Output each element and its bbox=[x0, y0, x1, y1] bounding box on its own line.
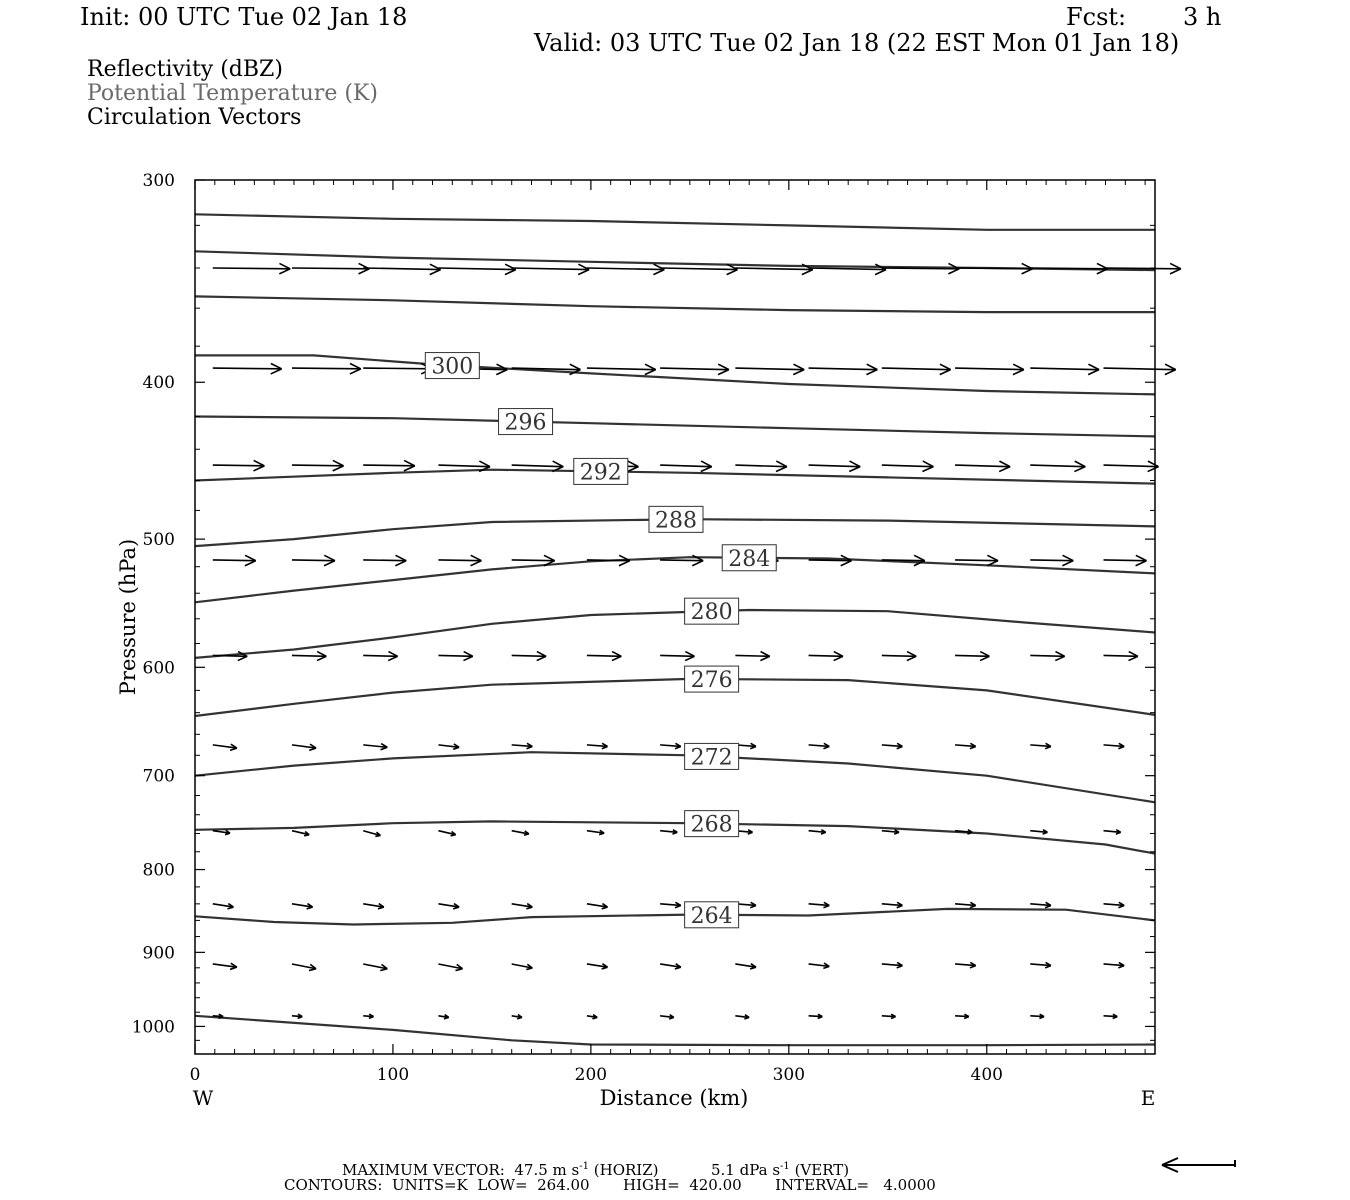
field-reflectivity: Reflectivity (dBZ) bbox=[87, 57, 283, 82]
vector-arrow bbox=[955, 902, 976, 907]
y-tick-label: 500 bbox=[142, 530, 175, 551]
vector-arrow bbox=[363, 264, 440, 274]
vector-arrow bbox=[735, 1015, 749, 1019]
contours-high-value: 420.00 bbox=[689, 1176, 742, 1194]
vector-arrow bbox=[955, 461, 1010, 471]
vector-arrow bbox=[1104, 364, 1176, 374]
vector-arrow bbox=[1104, 263, 1181, 273]
reference-vector-arrow bbox=[1162, 1158, 1235, 1172]
y-tick-label: 300 bbox=[142, 171, 175, 191]
vector-arrow bbox=[882, 364, 951, 374]
vector-arrow bbox=[512, 264, 589, 274]
vector-arrow bbox=[213, 263, 290, 273]
vector-arrow bbox=[1030, 830, 1047, 834]
vector-arrow bbox=[882, 743, 903, 748]
init-time: Init: 00 UTC Tue 02 Jan 18 bbox=[80, 3, 408, 31]
vector-arrow bbox=[660, 830, 677, 834]
vector-arrow bbox=[660, 902, 681, 907]
contour-line-10 bbox=[195, 752, 1155, 802]
vector-arrow bbox=[213, 904, 234, 909]
contour-line-11 bbox=[195, 821, 1155, 853]
max-vector-vert-suffix: (VERT) bbox=[794, 1161, 850, 1179]
vector-arrow bbox=[955, 364, 1024, 374]
vector-arrow bbox=[882, 902, 903, 907]
x-tick-label: 300 bbox=[772, 1065, 806, 1085]
vector-arrow bbox=[587, 652, 621, 661]
vector-arrow bbox=[438, 555, 481, 565]
contour-label-268 bbox=[685, 811, 739, 838]
vector-arrow bbox=[292, 364, 361, 374]
vector-arrow bbox=[292, 744, 316, 750]
vector-arrow bbox=[438, 652, 472, 661]
vector-arrow bbox=[363, 652, 397, 661]
contours-high: HIGH= bbox=[623, 1176, 680, 1194]
vector-arrow bbox=[1030, 263, 1107, 273]
contour-label-text: 300 bbox=[431, 354, 474, 380]
vector-arrow bbox=[660, 652, 694, 661]
vector-arrow bbox=[587, 830, 604, 834]
contour-label-292 bbox=[574, 458, 628, 485]
contour-label-text: 292 bbox=[579, 460, 622, 486]
x-axis-label: Distance (km) bbox=[599, 1086, 749, 1110]
valid-time: Valid: 03 UTC Tue 02 Jan 18 (22 EST Mon 01 Jan 18) bbox=[534, 29, 1180, 57]
x-tick-label: 0 bbox=[189, 1065, 201, 1085]
x-end-label-west: W bbox=[192, 1086, 214, 1110]
vector-arrow bbox=[660, 1015, 674, 1019]
vector-arrow bbox=[363, 1014, 373, 1018]
vector-arrow bbox=[213, 963, 237, 969]
vector-arrow bbox=[955, 743, 976, 748]
vector-arrow bbox=[587, 555, 630, 565]
vector-arrow bbox=[882, 555, 925, 565]
vector-arrow bbox=[213, 460, 265, 470]
fcst-value: 3 h bbox=[1183, 3, 1222, 31]
contour-line-13 bbox=[195, 1016, 1155, 1045]
vector-arrow bbox=[363, 460, 415, 470]
contours-units: UNITS=K bbox=[392, 1176, 468, 1194]
contour-label-text: 276 bbox=[690, 668, 733, 694]
contour-line-1 bbox=[195, 251, 1155, 270]
vector-arrow bbox=[1030, 743, 1051, 748]
vector-arrow bbox=[1104, 743, 1125, 748]
vector-arrow bbox=[587, 904, 608, 909]
x-tick-label: 200 bbox=[574, 1065, 608, 1085]
vector-arrow bbox=[587, 1015, 597, 1019]
y-axis-label: Pressure (hPa) bbox=[116, 538, 140, 696]
field-circulation-vectors: Circulation Vectors bbox=[87, 105, 302, 130]
y-tick-label: 400 bbox=[142, 373, 175, 394]
vector-arrow bbox=[213, 555, 256, 565]
vector-arrow bbox=[213, 744, 237, 750]
max-vector-horiz: 47.5 m s bbox=[514, 1161, 580, 1179]
vector-arrow bbox=[660, 364, 729, 374]
vector-arrow bbox=[882, 461, 934, 471]
x-end-label-east: E bbox=[1140, 1086, 1156, 1110]
contour-line-3 bbox=[195, 355, 1155, 394]
vector-arrow bbox=[438, 744, 459, 749]
vector-arrow bbox=[955, 263, 1032, 273]
contour-label-text: 264 bbox=[690, 903, 733, 929]
vector-arrow bbox=[292, 263, 369, 273]
contour-labels bbox=[425, 353, 776, 929]
vector-arrow bbox=[809, 364, 878, 374]
max-vector-horiz-suffix: (HORIZ) bbox=[593, 1161, 659, 1179]
contour-label-text: 284 bbox=[728, 546, 771, 572]
vector-arrow bbox=[955, 962, 976, 967]
vector-arrow bbox=[512, 743, 533, 748]
vector-arrow bbox=[1030, 461, 1085, 471]
vector-arrow bbox=[438, 1015, 448, 1019]
vector-arrow bbox=[213, 830, 230, 834]
contour-label-280 bbox=[685, 598, 739, 625]
vector-arrow bbox=[438, 904, 459, 909]
vector-arrow bbox=[735, 964, 756, 969]
contour-line-5 bbox=[195, 470, 1155, 484]
vector-arrow bbox=[363, 831, 380, 837]
vector-arrow bbox=[1104, 555, 1147, 565]
vector-arrow bbox=[1104, 962, 1125, 967]
contour-line-4 bbox=[195, 417, 1155, 437]
vector-arrow bbox=[292, 904, 313, 909]
y-tick-label: 900 bbox=[142, 943, 175, 964]
vector-arrow bbox=[1030, 652, 1064, 661]
x-tick-label: 100 bbox=[376, 1065, 410, 1085]
field-potential-temperature: Potential Temperature (K) bbox=[87, 81, 378, 106]
vector-arrow bbox=[438, 964, 462, 971]
vector-arrow bbox=[587, 743, 608, 748]
contour-label-272 bbox=[685, 743, 739, 770]
max-vector-vert: 5.1 dPa s bbox=[710, 1161, 781, 1179]
contours-interval-value: 4.0000 bbox=[883, 1176, 936, 1194]
vector-arrow bbox=[1030, 1014, 1044, 1018]
vector-arrow bbox=[438, 831, 455, 836]
fcst-label: Fcst: bbox=[1066, 3, 1127, 31]
contour-line-8 bbox=[195, 610, 1155, 658]
vector-arrow bbox=[587, 964, 608, 969]
vector-arrow bbox=[660, 264, 737, 274]
vector-arrow bbox=[809, 461, 861, 471]
contour-label-288 bbox=[649, 506, 703, 533]
vector-arrow bbox=[1104, 1014, 1118, 1018]
vector-arrow bbox=[882, 1014, 896, 1018]
vector-arrow bbox=[809, 555, 852, 565]
vector-arrow bbox=[660, 743, 681, 748]
vector-arrow bbox=[512, 555, 555, 565]
vector-arrow bbox=[512, 652, 546, 661]
vector-arrow bbox=[809, 902, 830, 907]
vector-arrow bbox=[292, 831, 309, 836]
contours-interval: INTERVAL= bbox=[775, 1176, 870, 1194]
vector-arrow bbox=[292, 460, 344, 470]
vector-arrow bbox=[363, 964, 387, 971]
vector-arrow bbox=[292, 964, 316, 971]
vector-arrow bbox=[882, 830, 899, 834]
vector-arrow bbox=[660, 461, 712, 471]
vector-arrow bbox=[512, 964, 533, 970]
vector-arrow bbox=[809, 963, 830, 968]
vector-arrow bbox=[735, 364, 804, 374]
contour-label-text: 272 bbox=[690, 745, 733, 771]
vector-arrow bbox=[292, 555, 335, 565]
y-tick-label: 800 bbox=[142, 860, 175, 881]
vector-arrow bbox=[1104, 461, 1159, 471]
vector-arrow bbox=[882, 263, 959, 273]
contour-label-text: 280 bbox=[690, 600, 733, 626]
vector-arrow bbox=[955, 1014, 969, 1018]
vector-arrow bbox=[363, 904, 384, 909]
vector-arrow bbox=[512, 831, 529, 836]
vector-arrow bbox=[660, 964, 681, 969]
vector-arrow bbox=[1104, 902, 1125, 907]
contour-lines bbox=[195, 214, 1155, 1045]
contours-low: LOW= bbox=[477, 1176, 528, 1194]
vector-arrow bbox=[1104, 652, 1138, 661]
vector-arrow bbox=[363, 555, 406, 565]
contour-line-0 bbox=[195, 214, 1155, 230]
y-tick-label: 1000 bbox=[131, 1017, 175, 1038]
contour-line-12 bbox=[195, 909, 1155, 925]
contour-label-264 bbox=[685, 902, 739, 929]
vector-arrow bbox=[512, 904, 533, 909]
vector-arrow bbox=[882, 962, 903, 967]
contour-line-7 bbox=[195, 557, 1155, 602]
x-tick-label: 400 bbox=[970, 1065, 1003, 1085]
y-tick-label: 700 bbox=[142, 766, 175, 787]
y-tick-label: 600 bbox=[142, 658, 175, 679]
vector-arrow bbox=[1030, 962, 1051, 967]
vector-arrow bbox=[1030, 902, 1051, 907]
contours-label: CONTOURS: bbox=[284, 1176, 383, 1194]
vector-arrow bbox=[213, 652, 247, 661]
max-vector-vert-exponent: -1 bbox=[780, 1161, 790, 1172]
vector-arrow bbox=[363, 364, 432, 374]
contour-label-284 bbox=[722, 545, 776, 572]
contour-label-text: 268 bbox=[690, 812, 733, 838]
vector-arrow bbox=[809, 652, 843, 661]
vector-arrow bbox=[1104, 830, 1121, 834]
vector-arrow bbox=[1030, 364, 1099, 374]
vector-arrow bbox=[363, 744, 387, 750]
vector-arrow bbox=[955, 652, 989, 661]
contour-label-300 bbox=[425, 353, 479, 380]
contour-line-9 bbox=[195, 679, 1155, 716]
vector-arrow bbox=[292, 652, 326, 661]
vector-arrow bbox=[809, 1014, 823, 1018]
contours-line bbox=[284, 1177, 936, 1194]
vector-arrow bbox=[512, 1015, 522, 1019]
contour-label-276 bbox=[685, 666, 739, 693]
vector-arrow bbox=[809, 830, 826, 834]
vector-arrow bbox=[213, 364, 282, 374]
vector-arrow bbox=[587, 264, 664, 274]
vector-arrow bbox=[809, 743, 830, 748]
contour-label-296 bbox=[499, 409, 553, 436]
vector-arrow bbox=[292, 1014, 302, 1018]
vector-arrow bbox=[735, 652, 769, 661]
contours-low-value: 264.00 bbox=[537, 1176, 590, 1194]
contour-label-text: 296 bbox=[504, 410, 547, 436]
vector-arrow bbox=[438, 264, 515, 274]
max-vector-horiz-exponent: -1 bbox=[579, 1161, 589, 1172]
max-vector-label: MAXIMUM VECTOR: bbox=[342, 1161, 505, 1179]
contour-label-text: 288 bbox=[654, 508, 697, 534]
vector-arrow bbox=[882, 652, 916, 661]
contour-line-2 bbox=[195, 296, 1155, 312]
vector-arrow bbox=[735, 461, 787, 471]
vector-arrow bbox=[1030, 555, 1073, 565]
